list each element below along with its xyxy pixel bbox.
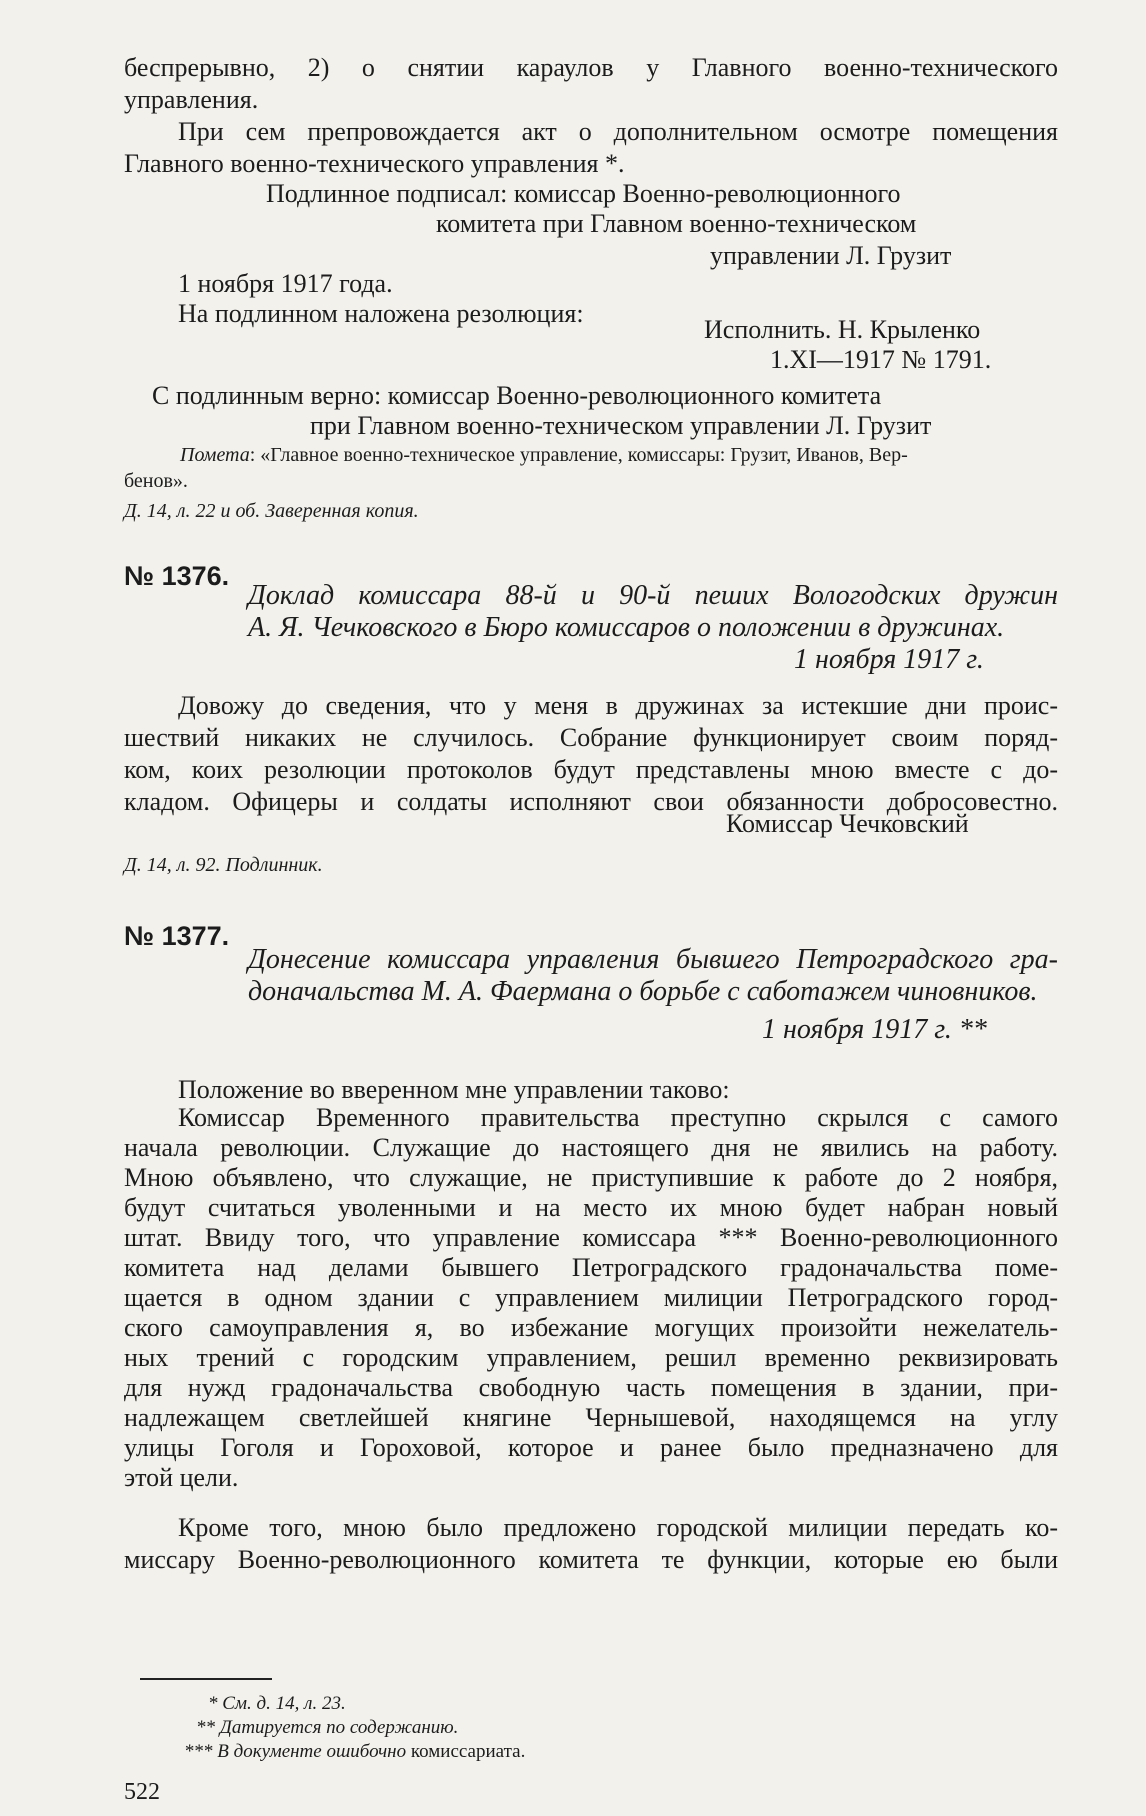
note-line [180, 442, 908, 468]
text-line: Положение во вверенном мне управлении таково: [178, 1075, 730, 1104]
text-line: начала революции. Служащие до настоящего дня не явились на работу. [124, 1133, 1058, 1162]
document-title: А. Я. Чечковского в Бюро комиссаров о положении в дружинах. [248, 612, 1005, 643]
text-line: Комиссар Временного правительства преступно скрылся с самого [178, 1103, 1058, 1132]
resolution-date: 1.XI—1917 № 1791. [770, 345, 992, 374]
footnote-divider [140, 1678, 272, 1680]
text-line: беспрерывно, 2) о снятии караулов у Главного военно-технического [124, 53, 1058, 82]
date-line: 1 ноября 1917 года. [178, 269, 393, 298]
text-line: При сем препровождается акт о дополнительном осмотре помещения [178, 117, 1058, 146]
note-label: Помета [180, 444, 250, 466]
text-line: штат. Ввиду того, что управление комиссара *** Военно-революционного [124, 1223, 1058, 1252]
signature-line: управлении Л. Грузит [710, 241, 952, 270]
text-line: надлежащем светлейшей княгине Чернышевой, находящемся на углу [124, 1403, 1058, 1432]
text-line: Главного военно-технического управления *. [124, 149, 625, 178]
document-date: 1 ноября 1917 г. [794, 644, 984, 675]
certification-line: С подлинным верно: комиссар Военно-революционного комитета [152, 381, 882, 410]
footnote-italic: *** В документе ошибочно [184, 1741, 407, 1762]
resolution-text: Исполнить. Н. Крыленко [704, 315, 981, 344]
footnote: ** Датируется по содержанию. [196, 1717, 459, 1738]
document-date: 1 ноября 1917 г. ** [762, 1014, 987, 1045]
text-line: кладом. Офицеры и солдаты исполняют свои обязанности добросовестно. [124, 787, 1058, 816]
text-line: Мною объявлено, что служащие, не приступившие к работе до 2 ноября, [124, 1163, 1058, 1192]
text-line: миссару Военно-революционного комитета те функции, которые ею были [124, 1545, 1058, 1574]
text-line: ных трений с городским управлением, решил временно реквизировать [124, 1343, 1058, 1372]
text-line: Довожу до сведения, что у меня в дружинах за истекшие дни проис- [178, 691, 1058, 720]
note-line: бенов». [124, 470, 188, 492]
document-title: Донесение комиссара управления бывшего Петроградского гра- [248, 944, 1058, 975]
text-line: этой цели. [124, 1463, 239, 1492]
text-line: для нужд градоначальства свободную часть помещения в здании, при- [124, 1373, 1058, 1402]
text-line: щается в одном здании с управлением милиции Петроградского город- [124, 1283, 1058, 1312]
text-line: шествий никаких не случилось. Собрание функционирует своим поряд- [124, 723, 1058, 752]
text-line: Кроме того, мною было предложено городской милиции передать ко- [178, 1513, 1058, 1542]
signature-line: комитета при Главном военно-техническом [436, 209, 917, 238]
footnote-rest: комиссариата. [406, 1741, 526, 1762]
signature-line: Комиссар Чечковский [726, 809, 969, 838]
footnote [184, 1740, 525, 1764]
page-number: 522 [124, 1779, 160, 1805]
footnote: * См. д. 14, л. 23. [208, 1693, 346, 1714]
archive-reference: Д. 14, л. 92. Подлинник. [124, 854, 323, 876]
document-title: доначальства М. А. Фаермана о борьбе с саботажем чиновников. [248, 976, 1038, 1007]
resolution-label: На подлинном наложена резолюция: [178, 299, 584, 328]
signature-line: Подлинное подписал: комиссар Военно-революционного [266, 179, 901, 208]
note-text: : «Главное военно-техническое управление, комиссары: Грузит, Иванов, Вер- [249, 444, 908, 466]
text-line: управления. [124, 85, 259, 114]
text-line: будут считаться уволенными и на место их мною будет набран новый [124, 1193, 1058, 1222]
document-title: Доклад комиссара 88-й и 90-й пеших Вологодских дружин [248, 580, 1058, 611]
document-number: № 1377. [124, 921, 230, 951]
text-line: улицы Гоголя и Гороховой, которое и ранее было предназначено для [124, 1433, 1058, 1462]
text-line: комитета над делами бывшего Петроградского градоначальства поме- [124, 1253, 1058, 1282]
document-number: № 1376. [124, 561, 230, 591]
text-line: ком, коих резолюции протоколов будут представлены мною вместе с до- [124, 755, 1058, 784]
certification-line: при Главном военно-техническом управлении Л. Грузит [310, 411, 932, 440]
archive-reference: Д. 14, л. 22 и об. Заверенная копия. [124, 500, 419, 522]
text-line: ского самоуправления я, во избежание могущих произойти нежелатель- [124, 1313, 1058, 1342]
